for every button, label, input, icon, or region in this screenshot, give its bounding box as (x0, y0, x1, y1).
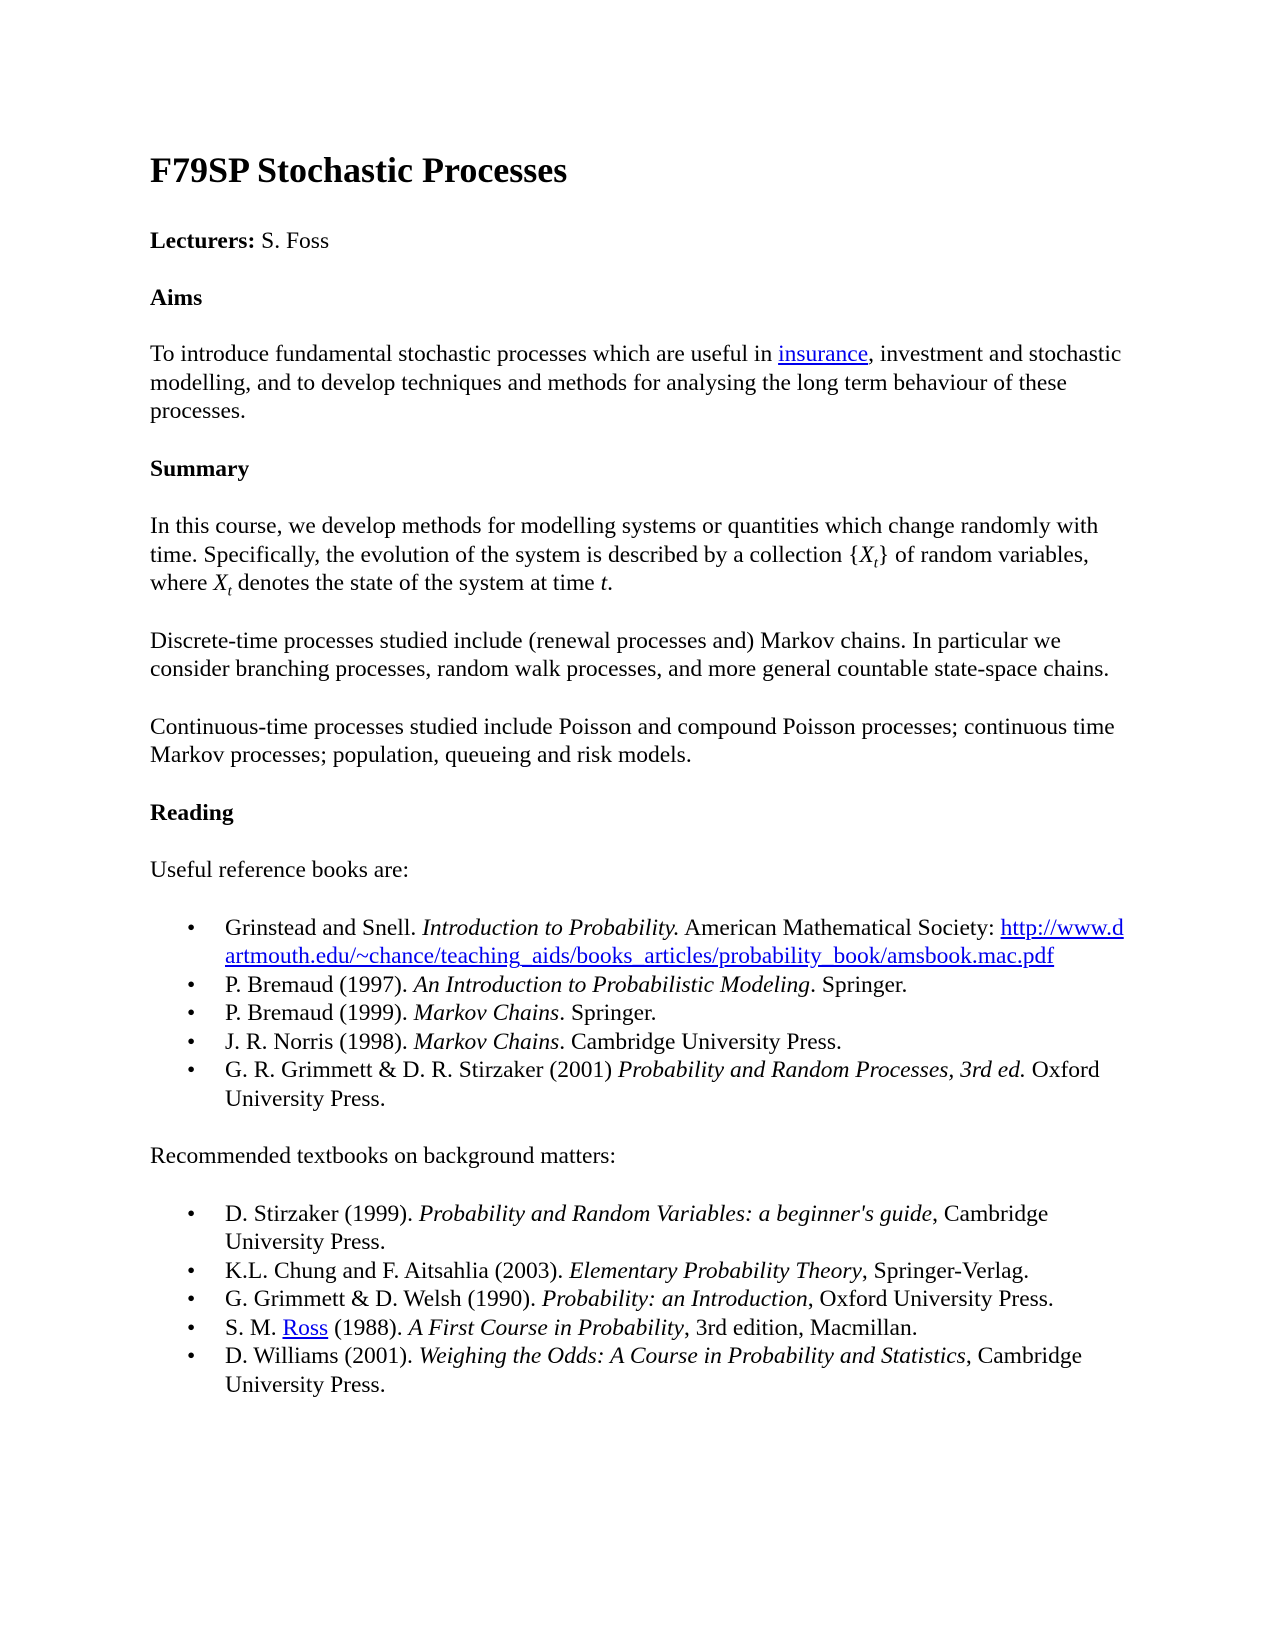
summary-p1-text-b: } of random variables, where (150, 541, 1089, 596)
recommended-books-intro: Recommended textbooks on background matters: (150, 1143, 616, 1169)
list-item (187, 1028, 1130, 1057)
bullet-icon: • (187, 971, 196, 998)
lecturers-value: S. Foss (255, 228, 330, 254)
list-item (187, 914, 1130, 971)
list-item (187, 1200, 1130, 1257)
useful-books-intro: Useful reference books are: (150, 857, 410, 883)
list-item (187, 1056, 1130, 1113)
book-title: Probability and Random Variables: a beginner's guide (418, 1200, 933, 1227)
page-title: F79SP Stochastic Processes (150, 150, 568, 190)
book-author: D. Williams (2001). (225, 1343, 419, 1369)
book-author: S. M. (225, 1314, 283, 1341)
book-author: G. R. Grimmett & D. R. Stirzaker (2001) (225, 1057, 618, 1083)
bullet-icon: • (187, 1314, 196, 1341)
summary-paragraph-3: Continuous-time processes studied include Poisson and compound Poisson processes; continuous time Markov processes; population, queueing and risk models. (150, 713, 1115, 768)
math-x: X (859, 541, 874, 568)
bullet-icon: • (187, 1257, 196, 1284)
book-publisher: , Cambridge University Press. (225, 1343, 1082, 1398)
book-title: An Introduction to Probabilistic Modeling (413, 971, 811, 998)
list-item (187, 999, 1130, 1028)
book-publisher: , Springer-Verlag. (861, 1257, 1030, 1284)
summary-paragraph-1 (150, 512, 1130, 598)
book-title: Elementary Probability Theory (569, 1257, 862, 1284)
book-publisher: , 3rd edition, Macmillan. (683, 1314, 918, 1341)
book-title: Weighing the Odds: A Course in Probability and Statistics (418, 1343, 966, 1369)
bullet-icon: • (187, 1286, 196, 1312)
list-item (187, 1342, 1130, 1399)
lecturers-line (150, 227, 1130, 256)
book-title: Probability: an Introduction (541, 1286, 808, 1312)
bullet-icon: • (187, 1200, 196, 1227)
book-title: A First Course in Probability (408, 1314, 684, 1341)
math-t: t (600, 570, 608, 596)
aims-heading: Aims (150, 284, 203, 311)
summary-p1-text-d: . (607, 570, 613, 596)
book-author: P. Bremaud (1999). (225, 1000, 414, 1026)
bullet-icon: • (187, 1028, 196, 1055)
book-publisher: . Cambridge University Press. (559, 1028, 842, 1055)
bullet-icon: • (187, 914, 196, 941)
book-title: Probability and Random Processes, 3rd ed. (617, 1057, 1026, 1083)
book-title: Introduction to Probability. (422, 914, 680, 941)
book-url-link[interactable]: http://www.dartmouth.edu/~chance/teaching_aids/books_articles/probability_book/amsbook.mac.pdf (225, 914, 1124, 969)
book-publisher: American Mathematical Society: (679, 914, 1001, 941)
summary-paragraph-2: Discrete-time processes studied include (renewal processes and) Markov chains. In particular we consider branching processes, random walk processes, and more general countable state-space chains. (150, 627, 1110, 682)
book-author: G. Grimmett & D. Welsh (1990). (225, 1286, 542, 1312)
book-author: K.L. Chung and F. Aitsahlia (2003). (225, 1257, 570, 1284)
list-item (187, 971, 1130, 1000)
reading-heading: Reading (150, 799, 234, 826)
book-publisher: , Cambridge University Press. (225, 1200, 1049, 1255)
summary-p1-text-c: denotes the state of the system at time (231, 570, 601, 596)
aims-paragraph (150, 340, 1130, 426)
math-subscript-t: t (873, 555, 878, 572)
recommended-books-list (150, 1200, 1130, 1400)
book-author: P. Bremaud (1997). (225, 971, 414, 998)
book-author: Grinstead and Snell. (225, 914, 423, 941)
document-page (150, 148, 1130, 1399)
ross-link[interactable]: Ross (282, 1314, 329, 1341)
bullet-icon: • (187, 1000, 196, 1026)
book-publisher: . Springer. (559, 1000, 657, 1026)
bullet-icon: • (187, 1343, 196, 1369)
math-x: X (213, 570, 228, 596)
aims-text-after: , investment and stochastic modelling, and to develop techniques and methods for analysing the long term behaviour of these processes. (150, 341, 1122, 424)
bullet-icon: • (187, 1057, 196, 1083)
math-subscript-t: t (227, 583, 232, 600)
lecturers-label: Lecturers: (150, 228, 256, 254)
list-item (187, 1285, 1130, 1314)
summary-p1-text-a: In this course, we develop methods for modelling systems or quantities which change randomly with time. Specifically, the evolution of the system is described by a collection { (150, 513, 1099, 568)
list-item (187, 1257, 1130, 1286)
summary-heading: Summary (150, 455, 250, 482)
book-publisher: Oxford University Press. (225, 1057, 1100, 1112)
list-item (187, 1314, 1130, 1343)
book-title: Markov Chains (413, 1000, 560, 1026)
book-publisher: . Springer. (810, 971, 908, 998)
aims-text-before: To introduce fundamental stochastic processes which are useful in (150, 341, 779, 367)
book-title: Markov Chains (413, 1028, 560, 1055)
book-author: J. R. Norris (1998). (225, 1028, 414, 1055)
useful-books-list (150, 914, 1130, 1114)
insurance-link[interactable]: insurance (778, 341, 869, 367)
book-author: D. Stirzaker (1999). (225, 1200, 419, 1227)
book-publisher: , Oxford University Press. (807, 1286, 1054, 1312)
book-year: (1988). (328, 1314, 409, 1341)
